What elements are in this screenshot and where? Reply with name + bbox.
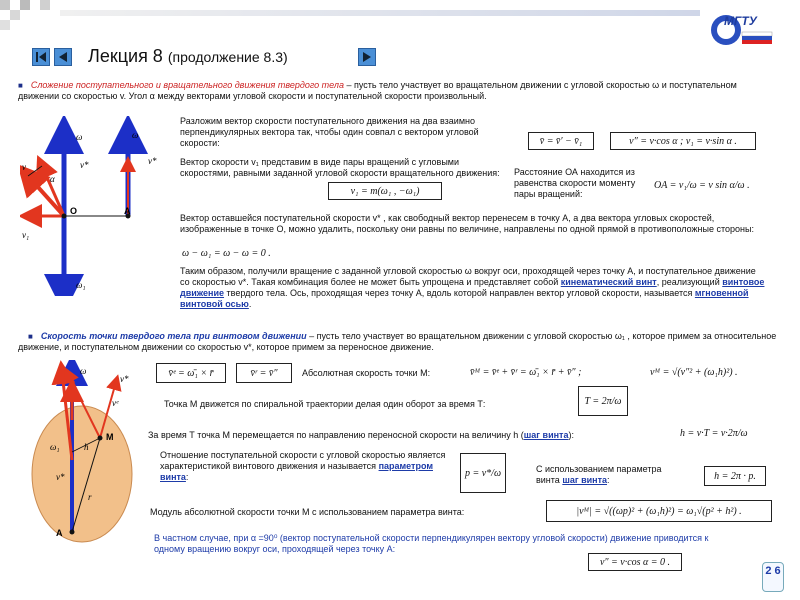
deco-square — [0, 0, 10, 10]
section2-intro-text: – пусть тело участвует во вращательном движении с угловой скоростью ω₁ , которое примем за относительное движение, и поступательном движении со скоростью v*, которое примем за переносное движение. — [18, 331, 777, 352]
parameter-text-b: : — [185, 472, 189, 482]
label-alpha: α — [50, 174, 55, 184]
arrow-right-icon — [359, 49, 375, 65]
formula-special-case: v″ = v·cos α = 0 . — [588, 553, 682, 571]
screw-text-b: , реализующий — [656, 277, 723, 287]
deco-square — [20, 0, 30, 10]
keyword-pitch: шаг винта — [523, 430, 569, 440]
section1-intro — [18, 80, 778, 102]
paragraph-free-vector: Вектор оставшейся поступательной скорости v* , как свободный вектор перенесем в точку А, а два вектора угловых скоростей, изображенные в точке О, можно удалить, поскольку они равны по величине, направлены по одной прямой в противоположные стороны: — [180, 213, 754, 234]
paragraph-screw-parameter — [160, 450, 456, 483]
parallelogram-edge — [28, 166, 42, 176]
label-omega1: ω₁ — [76, 280, 86, 290]
previous-slide-button[interactable] — [54, 48, 72, 66]
pitch-param-text-a: С использованием параметра винта — [536, 464, 662, 485]
label-vstar: v* — [120, 374, 129, 384]
point-m — [98, 436, 103, 441]
keyword-kinematic-screw: кинематический винт — [560, 277, 657, 287]
keyword-screw-motion: винтовое движение — [180, 277, 765, 298]
formula-pitch: h = v·T = v·2π/ω — [680, 428, 748, 439]
formula-vm-sum: v̄ᴹ = v̄ᵉ + v̄ʳ = ω̄₁ × r̄ + v̄″ ; — [470, 367, 582, 378]
label-v1: v₁ — [22, 230, 30, 240]
paragraph-modulus: Модуль абсолютной скорости точки М с использованием параметра винта: — [150, 507, 465, 517]
label-omega-a: ω — [132, 130, 139, 140]
keyword-instant-axis: мгновенной винтовой осью — [180, 288, 749, 309]
next-slide-button[interactable] — [358, 48, 376, 66]
label-omega: ω — [80, 366, 87, 376]
formula-parameter: p = v*/ω — [460, 453, 506, 493]
university-logo — [706, 10, 776, 48]
paragraph-pair: Вектор скорости v₁ представим в виде пары вращений с угловыми скоростями, равными заданной угловой скорости вращательного движения: — [180, 157, 500, 178]
label-o: O — [70, 206, 78, 216]
section2-heading: Скорость точки твердого тела при винтовом движении — [40, 331, 307, 341]
bullet-icon: ■ — [18, 81, 23, 90]
formula-vr: v̄ʳ = v̄″ — [236, 363, 292, 383]
label-omega: ω — [76, 132, 83, 142]
keyword-pitch-2: шаг винта — [562, 475, 607, 485]
paragraph-oa: Расстояние ОА находится из равенства скорости моменту пары вращений: — [514, 167, 636, 199]
screw-text-a: Таким образом, получили вращение с заданной угловой скоростью ω вокруг оси, проходящей через точку А, и поступательное движение со скоростью v*. Такая комбинация более не может быть упрощена и представляет собой — [180, 266, 756, 287]
formula-v-components: v″ = v·cos α ; v₁ = v·sin α . — [610, 132, 756, 150]
screw-decomposition-diagram — [20, 116, 170, 296]
formula-vm-module: vᴹ = √(v″² + (ω₁h)²) . — [650, 367, 738, 378]
formula-pair: v₁ = m(ω₁ , −ω₁) — [328, 182, 442, 200]
body-ellipse — [32, 406, 132, 542]
label-vstar: v* — [80, 160, 89, 170]
section1-heading: Сложение поступательного и вращательного движения твердого тела — [30, 80, 344, 90]
label-v: v — [22, 162, 26, 172]
formula-modulus: |vᴹ| = √((ωp)² + (ω₁h)²) = ω₁√(p² + h²) . — [546, 500, 772, 522]
point-o — [62, 214, 67, 219]
paragraph-decompose: Разложим вектор скорости поступательного движения на два взаимно перпендикулярных вектора так, чтобы один совпал с вектором угловой скорости: — [180, 116, 479, 148]
screw-text-d: . — [248, 299, 252, 309]
pitch-text-a: За время Т точка М перемещается по направлению переносной скорости на величину h ( — [148, 430, 524, 440]
deco-square — [10, 10, 20, 20]
page-number-badge: 2 6 — [762, 562, 784, 592]
formula-pitch-param: h = 2π · p. — [704, 466, 766, 486]
top-decorative-bar — [0, 0, 800, 10]
pitch-text-b: ): — [568, 430, 574, 440]
deco-square — [40, 0, 50, 10]
header-stripe — [60, 10, 700, 16]
screw-motion-diagram — [20, 360, 150, 546]
formula-oa: OA = v₁/ω = v sin α/ω . — [654, 180, 750, 191]
label-absolute-velocity: Абсолютная скорость точки М: — [302, 368, 431, 378]
paragraph-screw — [180, 266, 766, 310]
label-a: A — [56, 528, 63, 538]
label-vstar-a: v* — [148, 156, 157, 166]
parameter-text-a: Отношение поступательной скорости с угловой скоростью является характеристикой винтового движения и называется — [160, 450, 446, 471]
formula-cancel: ω − ω₁ = ω − ω = 0 . — [182, 248, 271, 259]
logo-text: МГТУ — [724, 14, 757, 28]
bullet-icon: ■ — [28, 332, 33, 341]
point-a — [70, 530, 75, 535]
lecture-subtitle: (продолжение 8.3) — [167, 49, 288, 65]
skip-back-icon — [33, 49, 49, 65]
paragraph-pitch-via-parameter — [536, 464, 686, 486]
page-title — [88, 46, 288, 67]
deco-square — [0, 20, 10, 30]
formula-ve: v̄ᵉ = ω̄₁ × r̄ — [156, 363, 226, 383]
label-ve: vᵉ — [112, 398, 119, 408]
label-r: r — [88, 492, 92, 502]
keyword-screw-parameter: параметром винта — [160, 461, 433, 482]
lecture-title: Лекция 8 — [88, 46, 163, 66]
label-a: A — [124, 206, 131, 216]
paragraph-special-case: В частном случае, при α =90⁰ (вектор поступательной скорости перпендикулярен вектору угловой скорости) движение приводится к одному вращению вокруг оси, проходящей через точку А: — [154, 533, 709, 554]
first-slide-button[interactable] — [32, 48, 50, 66]
label-omega1: ω₁ — [50, 442, 60, 452]
label-m: M — [106, 432, 114, 442]
screw-text-c: твердого тела. Ось, проходящая через точку А, вдоль которой направлен вектор угловой скорости, называется — [224, 288, 695, 298]
pitch-param-text-b: : — [606, 475, 610, 485]
arrow-left-icon — [55, 49, 71, 65]
paragraph-spiral: Точка М движется по спиральной траектории делая один оборот за время Т: — [164, 399, 486, 409]
formula-period: T = 2π/ω — [578, 386, 628, 416]
section2-intro — [18, 331, 778, 353]
section1-intro-text: – пусть тело участвует во вращательном движении с угловой скоростью ω и поступательном движении со скоростью v. Угол α между векторами угловой скорости и поступательной скорости произвольный. — [18, 80, 737, 101]
paragraph-pitch — [148, 430, 574, 441]
label-h: h — [84, 442, 89, 452]
formula-v-decompose: v̄ = v̄′ − v̄₁ — [528, 132, 594, 150]
label-v: v* — [56, 472, 65, 482]
v-vector — [28, 176, 64, 216]
